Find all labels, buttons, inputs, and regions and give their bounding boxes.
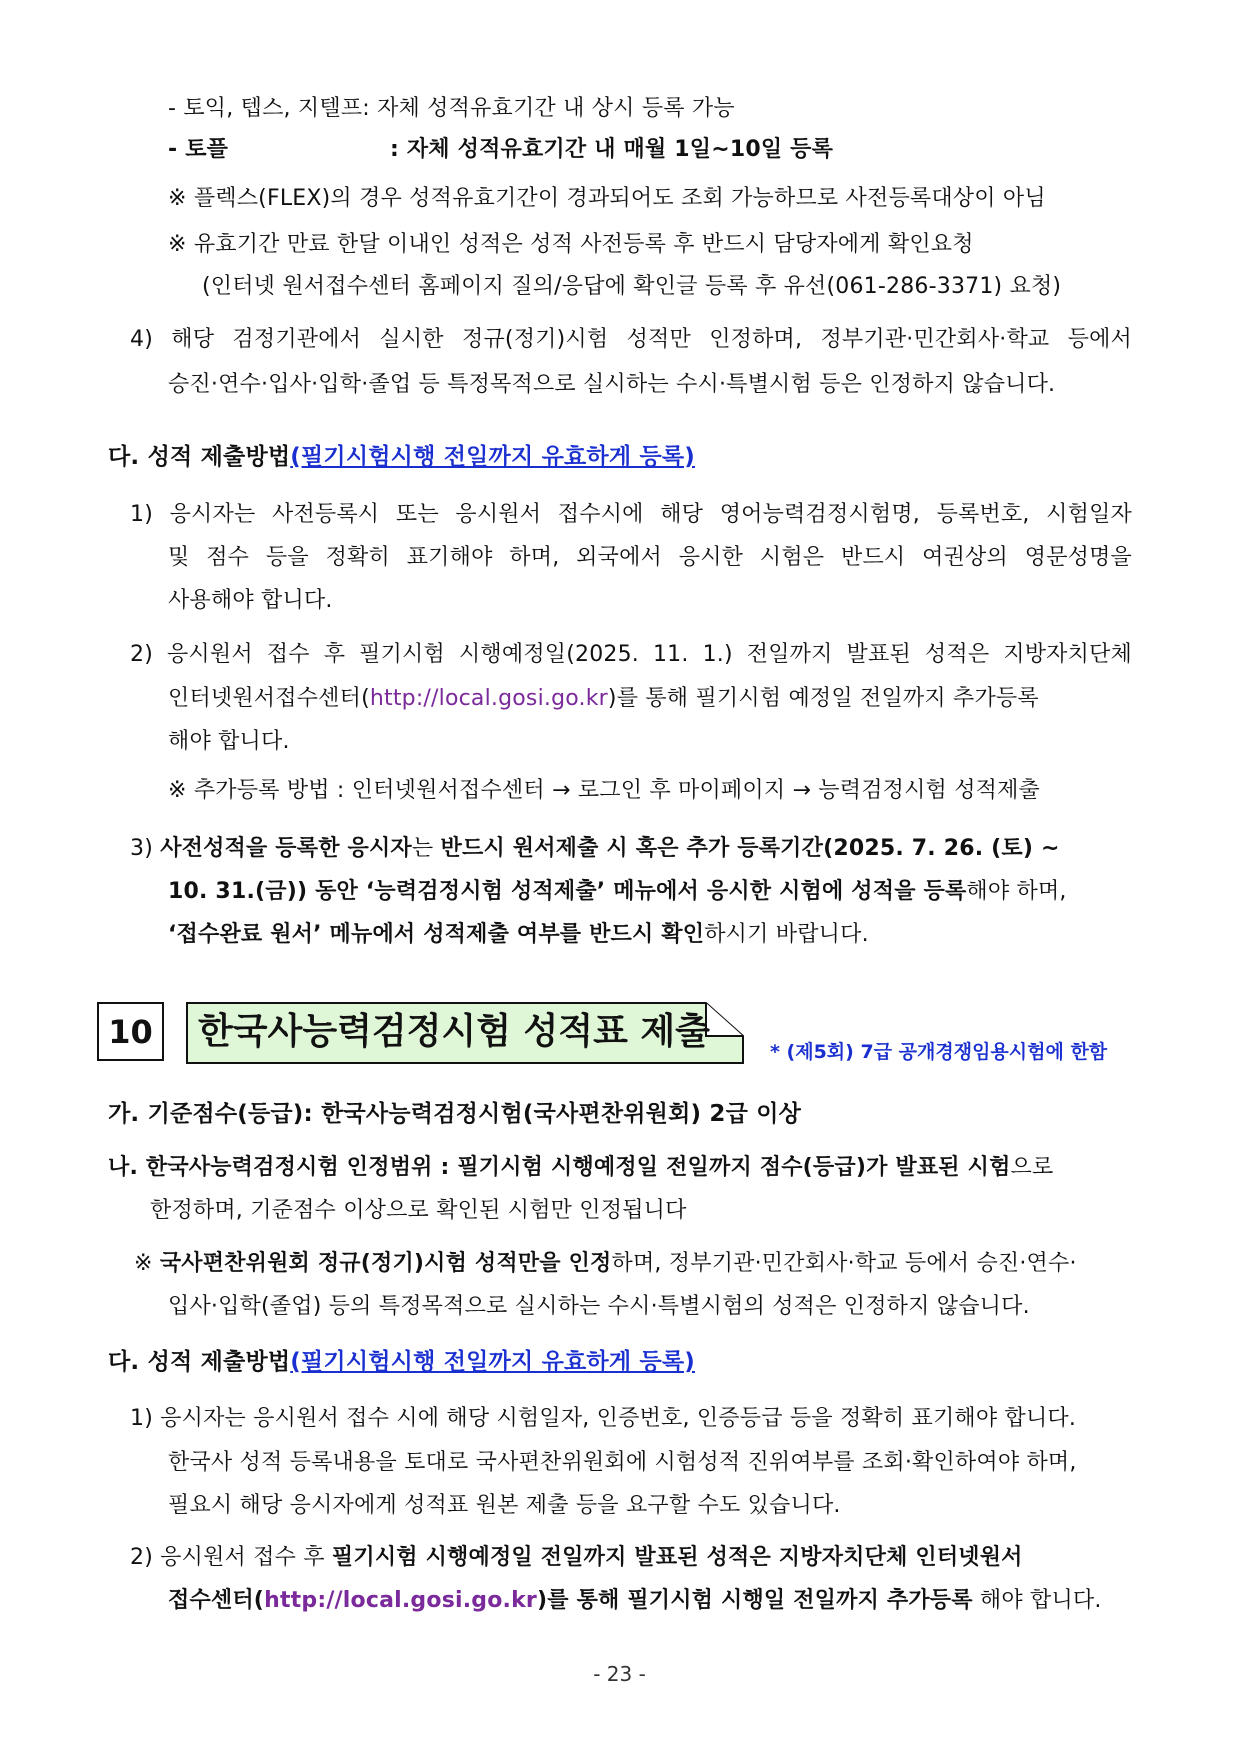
da1-item-3-line-1 (130, 834, 1060, 864)
expiry-note: ※ 유효기간 만료 한달 이내인 성적은 성적 사전등록 후 반드시 담당자에게 확인요청 (168, 232, 974, 257)
da1-item-1-line-3: 사용해야 합니다. (168, 588, 333, 613)
local-gosi-link-2[interactable]: http://local.gosi.go.kr (264, 1588, 537, 1613)
da2-item-2-plain: 2) 응시원서 접수 후 (130, 1545, 332, 1570)
section-da-heading (108, 442, 695, 472)
additional-registration-note: ※ 추가등록 방법 : 인터넷원서접수센터 → 로그인 후 마이페이지 → 능력검정시험 성적제출 (168, 778, 1041, 803)
da1-item-3-plain: 는 (411, 836, 441, 861)
expiry-note-detail: (인터넷 원서접수센터 홈페이지 질의/응답에 확인글 등록 후 유선(061-286-3371) 요청) (202, 274, 1062, 299)
da1-register-text: )를 통해 필기시험 예정일 전일까지 추가등록 (607, 686, 1039, 711)
section-number-box: 10 (97, 1002, 164, 1061)
na-note-bold: 국사편찬위원회 정규(정기)시험 성적만을 인정 (159, 1251, 612, 1276)
da2-closing-text: 해야 합니다. (972, 1588, 1102, 1613)
da2-item-1-line-1: 1) 응시자는 응시원서 접수 시에 해당 시험일자, 인증번호, 인증등급 등을 정확히 표기해야 합니다. (130, 1406, 1077, 1431)
da1-item-3-plain-2: 해야 하며, (966, 879, 1067, 904)
da1-item-1-line-2: 및 점수 등을 정확히 표기해야 하며, 외국에서 응시한 시험은 반드시 여권상의 영문성명을 (168, 545, 1132, 570)
section-na-line-2: 한정하며, 기준점수 이상으로 확인된 시험만 인정됩니다 (150, 1198, 687, 1223)
section-da-heading-text: 다. 성적 제출방법 (108, 444, 291, 470)
section-da2-heading-note: (필기시험시행 전일까지 유효하게 등록) (290, 1349, 696, 1375)
da1-item-3-num: 3) (130, 836, 161, 861)
da1-item-3-plain-3: 하시기 바랍니다. (704, 922, 869, 947)
item-4-line-1: 4) 해당 검정기관에서 실시한 정규(정기)시험 성적만 인정하며, 정부기관·민간회사·학교 등에서 (130, 327, 1132, 352)
na-note-mark: ※ (134, 1251, 160, 1276)
section-na-line-1 (108, 1153, 1053, 1183)
da2-register-text: )를 통해 필기시험 시행일 전일까지 추가등록 (537, 1588, 973, 1613)
da1-item-3-bold-a: 사전성적을 등록한 응시자 (160, 836, 412, 861)
toefl-detail: : 자체 성적유효기간 내 매월 1일~10일 등록 (390, 137, 834, 162)
da1-item-3-bold-d: ‘접수완료 원서’ 메뉴에서 성적제출 여부를 반드시 확인 (168, 922, 705, 947)
toefl-label: - 토플 (168, 137, 229, 162)
da2-item-2-bold: 필기시험 시행예정일 전일까지 발표된 성적은 지방자치단체 인터넷원서 (331, 1545, 1023, 1570)
section-na-suffix: 으로 (1010, 1155, 1054, 1180)
item-4-line-2: 승진·연수·입사·입학·졸업 등 특정목적으로 실시하는 수시·특별시험 등은 인정하지 않습니다. (168, 372, 1056, 397)
section-da2-heading-text: 다. 성적 제출방법 (108, 1349, 291, 1375)
da2-item-1-line-3: 필요시 해당 응시자에게 성적표 원본 제출 등을 요구할 수도 있습니다. (168, 1493, 841, 1518)
local-gosi-link[interactable]: http://local.gosi.go.kr (369, 686, 608, 711)
section-na-bold: 나. 한국사능력검정시험 인정범위 : 필기시험 시행예정일 전일까지 점수(등급)가 발표된 시험 (108, 1155, 1011, 1180)
da2-center-text: 접수센터( (168, 1588, 265, 1613)
section-title: 한국사능력검정시험 성적표 제출 (198, 1011, 710, 1052)
da1-item-2-line-2 (168, 684, 1132, 714)
da1-item-2-line-3: 해야 합니다. (168, 729, 290, 754)
da2-item-2-line-2 (168, 1586, 1102, 1616)
section-na-note-line-1 (134, 1249, 1077, 1279)
page-number: - 23 - (593, 1662, 646, 1686)
da1-item-2-line-1: 2) 응시원서 접수 후 필기시험 시행예정일(2025. 11. 1.) 전일까지 발표된 성적은 지방자치단체 (130, 642, 1132, 667)
na-note-plain: 하며, 정부기관·민간회사·학교 등에서 승진·연수· (611, 1251, 1077, 1276)
flex-note: ※ 플렉스(FLEX)의 경우 성적유효기간이 경과되어도 조회 가능하므로 사전등록대상이 아님 (168, 186, 1046, 211)
toeic-line: - 토익, 텝스, 지텔프: 자체 성적유효기간 내 상시 등록 가능 (168, 96, 735, 121)
section-title-box (186, 1002, 744, 1064)
da1-center-text: 인터넷원서접수센터( (168, 686, 370, 711)
section-da-heading-note: (필기시험시행 전일까지 유효하게 등록) (290, 444, 696, 470)
section-ga: 가. 기준점수(등급): 한국사능력검정시험(국사편찬위원회) 2급 이상 (108, 1101, 802, 1127)
section-scope-note: * (제5회) 7급 공개경쟁임용시험에 한함 (770, 1041, 1108, 1063)
da1-item-3-line-3 (168, 920, 869, 950)
da2-item-2-line-1 (130, 1543, 1023, 1573)
da1-item-3-bold-c: 10. 31.(금)) 동안 ‘능력검정시험 성적제출’ 메뉴에서 응시한 시험에 성적을 등록 (168, 879, 967, 904)
toefl-line (168, 135, 834, 165)
da1-item-3-line-2 (168, 877, 1067, 907)
da2-item-1-line-2: 한국사 성적 등록내용을 토대로 국사편찬위원회에 시험성적 진위여부를 조회·확인하여야 하며, (168, 1450, 1077, 1475)
section-na-note-line-2: 입사·입학(졸업) 등의 특정목적으로 실시하는 수시·특별시험의 성적은 인정하지 않습니다. (168, 1294, 1030, 1319)
da1-item-3-bold-b: 반드시 원서제출 시 혹은 추가 등록기간(2025. 7. 26. (토) ~ (440, 836, 1060, 861)
section-da2-heading (108, 1347, 695, 1377)
da1-item-1-line-1: 1) 응시자는 사전등록시 또는 응시원서 접수시에 해당 영어능력검정시험명, 등록번호, 시험일자 (130, 502, 1132, 527)
